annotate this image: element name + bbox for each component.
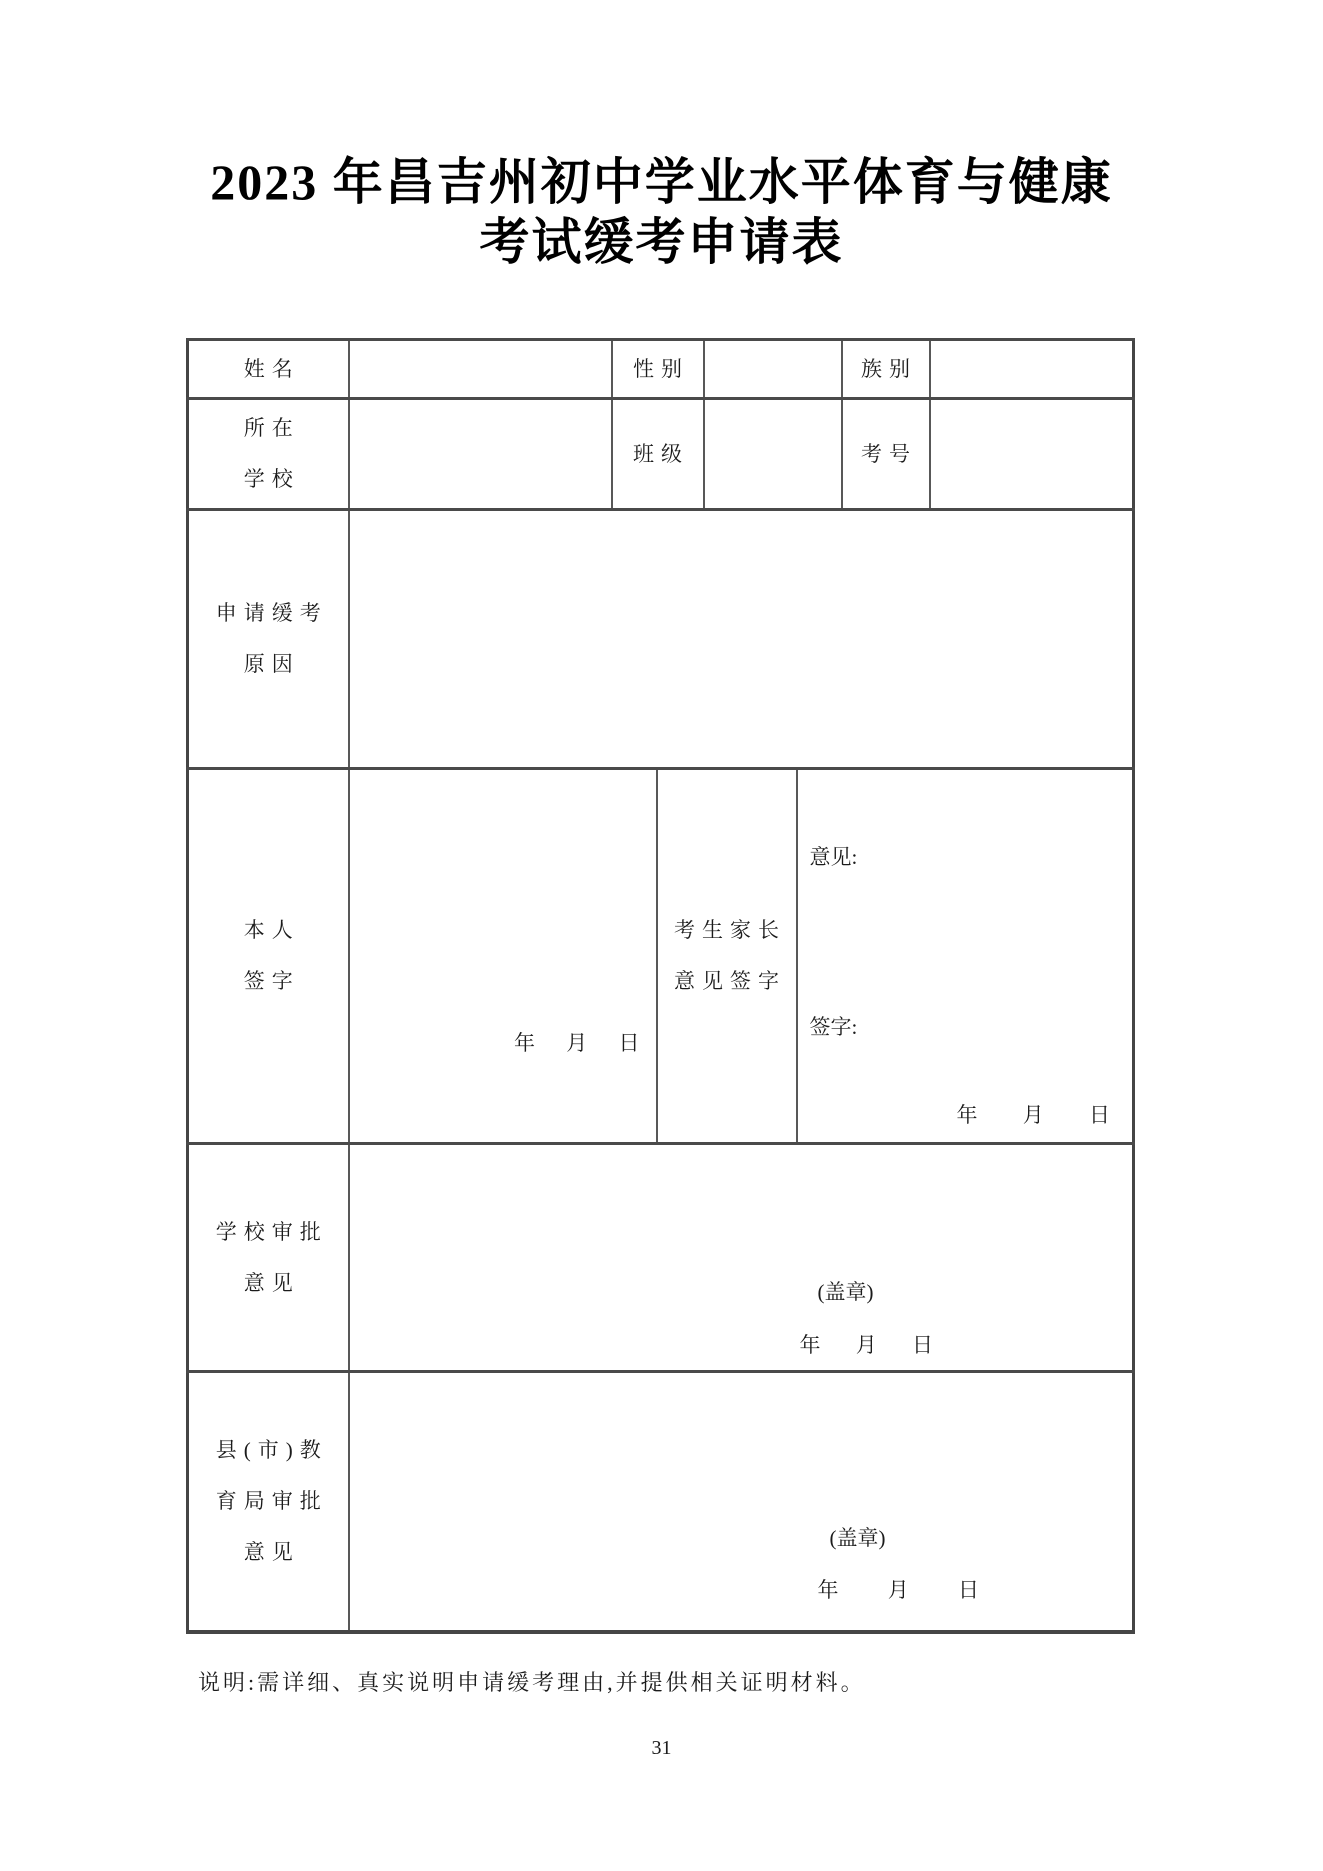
gender-value-cell (704, 340, 842, 399)
reason-label-line-2: 原因 (243, 652, 300, 676)
document-title-line-2: 考试缓考申请表 (479, 214, 844, 270)
name-label: 姓名 (243, 356, 300, 381)
school-approval-value-cell (349, 1144, 1134, 1372)
name-value-cell (349, 340, 612, 399)
class-label-cell (612, 399, 704, 510)
school-value-cell (349, 399, 612, 510)
school-approval-area (350, 1146, 1133, 1369)
self-signature-area (350, 771, 656, 1141)
ethnicity-label-cell (842, 340, 930, 399)
parent-opinion-label: 意见: (809, 845, 858, 869)
self-signature-label-line-1: 本人 (243, 918, 300, 942)
row-bureau-approval (188, 1372, 1134, 1632)
school-approval-label-line-2: 意见 (243, 1270, 300, 1295)
self-signature-label-cell (188, 769, 349, 1144)
bureau-approval-label-cell (188, 1372, 349, 1632)
bureau-approval-label-line-1: 县(市)教 (215, 1437, 328, 1462)
bureau-approval-area (350, 1374, 1133, 1629)
gender-label-cell (612, 340, 704, 399)
parent-opinion-cell (797, 769, 1134, 1144)
school-label-line-1: 所在 (243, 416, 300, 440)
bureau-approval-date-line: 年 月 日 (817, 1577, 979, 1602)
parent-label-cell (657, 769, 797, 1144)
parent-label-line-2: 意见签字 (674, 969, 786, 993)
school-label-cell (188, 399, 349, 510)
bureau-approval-label-line-3: 意见 (243, 1539, 300, 1564)
self-signature-date-line: 年 月 日 (514, 1031, 640, 1055)
self-signature-area-cell (349, 769, 657, 1144)
row-basic-info-1 (188, 340, 1134, 399)
class-value-cell (704, 399, 842, 510)
document-title (0, 152, 1323, 272)
name-label-cell (188, 340, 349, 399)
parent-opinion-area (798, 771, 1133, 1141)
row-signatures (188, 769, 1134, 1144)
parent-date-line: 年 月 日 (956, 1103, 1110, 1127)
school-approval-label-line-1: 学校审批 (215, 1219, 328, 1244)
school-label-line-2: 学校 (243, 467, 300, 491)
gender-label: 性别 (633, 356, 689, 381)
footnote: 说明:需详细、真实说明申请缓考理由,并提供相关证明材料。 (198, 1670, 866, 1695)
bureau-approval-value-cell (349, 1372, 1134, 1632)
school-approval-date-line: 年 月 日 (799, 1333, 933, 1357)
document-title-line-1: 2023 年昌吉州初中学业水平体育与健康 (210, 154, 1113, 210)
row-deferral-reason (188, 510, 1134, 769)
ethnicity-value-cell (930, 340, 1134, 399)
self-signature-label-line-2: 签字 (243, 969, 300, 993)
school-approval-seal-label: (盖章) (817, 1280, 874, 1304)
ethnicity-label: 族别 (861, 356, 917, 381)
row-school-approval (188, 1144, 1134, 1372)
bureau-approval-label-line-2: 育局审批 (215, 1488, 328, 1513)
reason-value-cell (349, 510, 1134, 769)
reason-label-cell (188, 510, 349, 769)
exam-no-value-cell (930, 399, 1134, 510)
class-label: 班级 (633, 441, 689, 466)
parent-label-line-1: 考生家长 (674, 918, 786, 942)
page-number: 31 (651, 1737, 672, 1759)
bureau-approval-seal-label: (盖章) (829, 1525, 886, 1550)
exam-no-label-cell (842, 399, 930, 510)
parent-sign-label: 签字: (809, 1015, 858, 1039)
application-form-table (186, 338, 1135, 1634)
school-approval-label-cell (188, 1144, 349, 1372)
reason-label-line-1: 申请缓考 (215, 601, 328, 625)
exam-no-label: 考号 (861, 441, 917, 466)
row-basic-info-2 (188, 399, 1134, 510)
